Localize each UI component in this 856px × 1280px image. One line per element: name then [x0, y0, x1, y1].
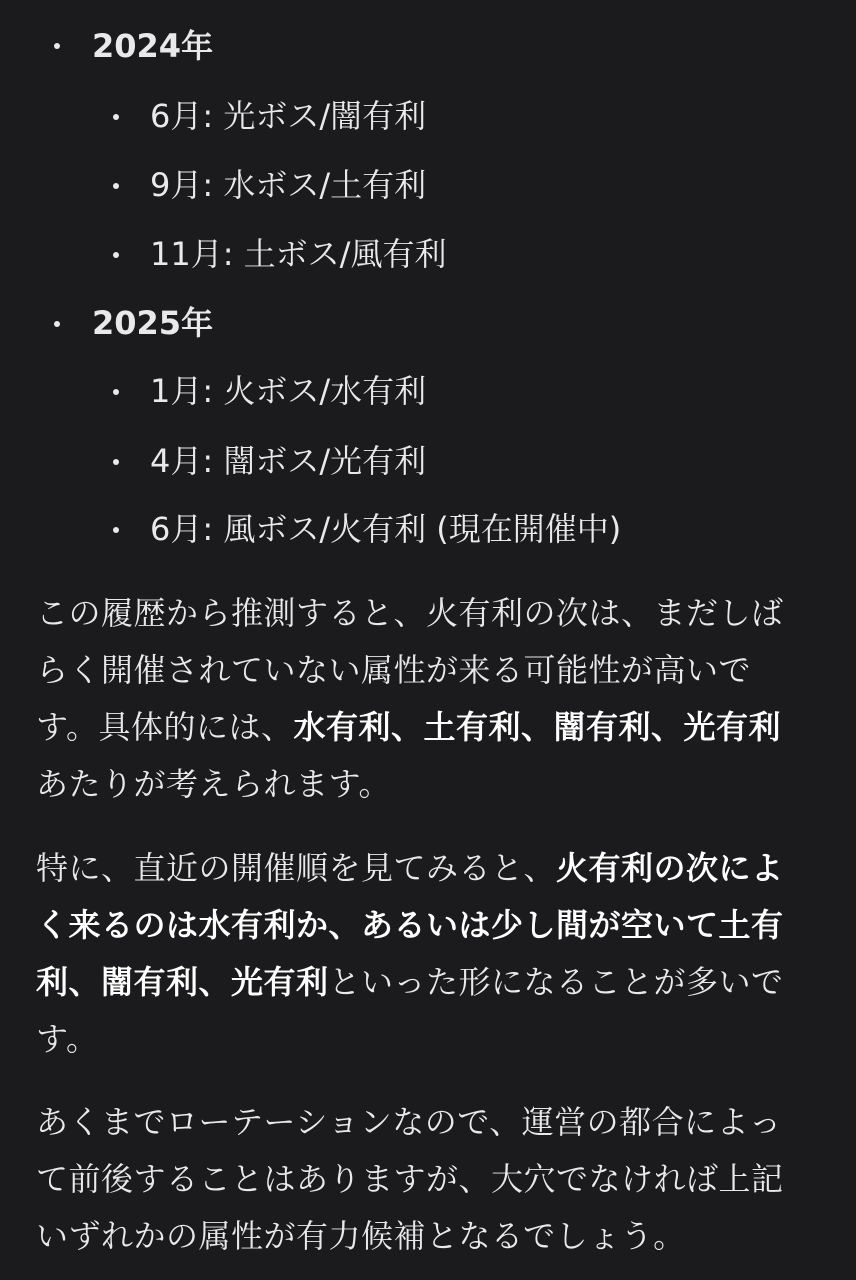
- bullet-icon: [113, 183, 119, 189]
- paragraph-recent-order: [36, 840, 816, 1068]
- year-heading-2025: 2025年: [92, 304, 214, 342]
- bullet-icon: [113, 114, 119, 120]
- paragraph-line: す。: [36, 1020, 99, 1058]
- paragraph-conclusion: [36, 1094, 816, 1265]
- emphasis-text: 火有利の次によ: [556, 849, 784, 887]
- paragraph-line: [36, 840, 816, 897]
- paragraph-prediction: [36, 585, 816, 813]
- paragraph-line: この履歴から推測すると、火有利の次は、まだしば: [36, 594, 784, 632]
- paragraph-line: らく開催されていない属性が来る可能性が高いで: [36, 651, 752, 689]
- paragraph-line: いずれかの属性が有力候補となるでしょう。: [36, 1217, 686, 1255]
- emphasis-text: 利、闇有利、光有利: [36, 963, 329, 1001]
- bullet-icon: [54, 43, 60, 49]
- bullet-icon: [113, 527, 119, 533]
- paragraph-text: といった形になることが多いで: [328, 963, 784, 1001]
- paragraph-line: あくまでローテーションなので、運営の都合によっ: [36, 1103, 782, 1141]
- year-heading-2024: 2024年: [92, 27, 214, 65]
- paragraph-line: [36, 954, 816, 1011]
- paragraph-line: [36, 699, 816, 756]
- list-item: 1月: 火ボス/水有利: [150, 372, 427, 410]
- paragraph-text: 特に、直近の開催順を見てみると、: [36, 849, 557, 887]
- list-item: 9月: 水ボス/土有利: [150, 166, 427, 204]
- bullet-icon: [113, 459, 119, 465]
- bullet-icon: [113, 389, 119, 395]
- bullet-icon: [113, 252, 119, 258]
- emphasis-text: 水有利、土有利、闇有利、光有利: [293, 708, 781, 746]
- paragraph-line: あたりが考えられます。: [36, 765, 391, 803]
- paragraph-text: す。具体的には、: [36, 708, 294, 746]
- list-item: 4月: 闇ボス/光有利: [150, 442, 427, 480]
- list-item: 6月: 風ボス/火有利 (現在開催中): [150, 510, 622, 548]
- list-item: 11月: 土ボス/風有利: [150, 235, 447, 273]
- paragraph-line: [36, 897, 816, 954]
- bullet-icon: [54, 321, 60, 327]
- list-item: 6月: 光ボス/闇有利: [150, 97, 427, 135]
- paragraph-line: て前後することはありますが、大穴でなければ上記: [36, 1160, 784, 1198]
- emphasis-text: く来るのは水有利か、あるいは少し間が空いて土有: [36, 906, 784, 944]
